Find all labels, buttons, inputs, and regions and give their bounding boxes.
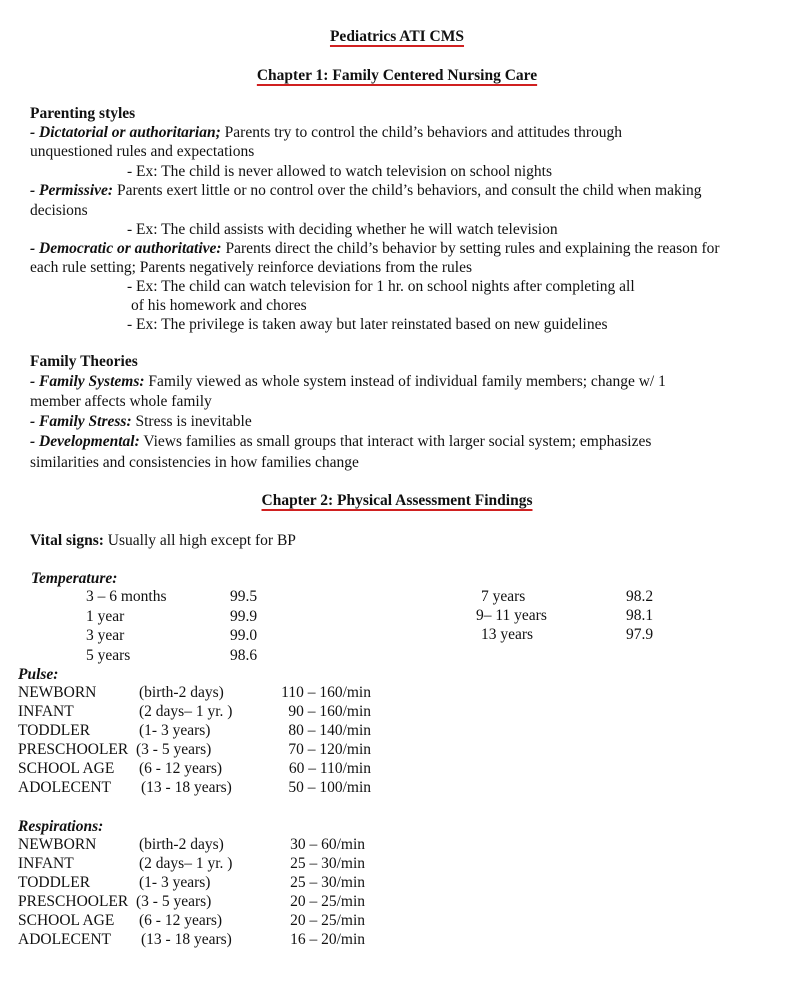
dictatorial-line-1: - Dictatorial or authoritarian; Parents try to control the child’s behaviors and attitudes through bbox=[30, 124, 622, 141]
democratic-example-1a: - Ex: The child can watch television for 1 hr. on school nights after completing all bbox=[127, 278, 635, 295]
pulse-age-group: NEWBORN bbox=[18, 684, 97, 701]
temperature-value: 99.0 bbox=[230, 627, 258, 644]
respirations-age-range: (3 - 5 years) bbox=[136, 893, 212, 910]
respirations-age-range: (1- 3 years) bbox=[139, 874, 211, 891]
vital-signs-line: Vital signs: Usually all high except for BP bbox=[30, 532, 296, 549]
pulse-age-range: (1- 3 years) bbox=[139, 722, 211, 739]
pulse-age-group: TODDLER bbox=[18, 722, 91, 739]
pulse-age-group: INFANT bbox=[18, 703, 74, 720]
page-title: Pediatrics ATI CMS bbox=[329, 28, 465, 45]
pulse-age-range: (6 - 12 years) bbox=[139, 760, 223, 777]
developmental-line-1: - Developmental: Views families as small groups that interact with larger social system; emphasizes bbox=[30, 433, 652, 450]
pulse-value: 90 – 160/min bbox=[288, 703, 371, 720]
permissive-line-2: decisions bbox=[30, 202, 88, 219]
pulse-value: 60 – 110/min bbox=[288, 760, 371, 777]
pulse-age-range: (birth-2 days) bbox=[139, 684, 224, 701]
pulse-age-group: ADOLECENT bbox=[18, 779, 111, 796]
permissive-example: - Ex: The child assists with deciding whether he will watch television bbox=[127, 221, 558, 238]
temperature-age: 3 year bbox=[86, 627, 125, 644]
pulse-age-range: (2 days– 1 yr. ) bbox=[139, 703, 233, 720]
pulse-value: 70 – 120/min bbox=[288, 741, 371, 758]
pulse-age-group: PRESCHOOLER bbox=[18, 741, 129, 758]
democratic-line-1: - Democratic or authoritative: Parents direct the child’s behavior by setting rules and explaining the reason for bbox=[30, 240, 720, 257]
democratic-line-2: each rule setting; Parents negatively reinforce deviations from the rules bbox=[30, 259, 473, 276]
democratic-example-2: - Ex: The privilege is taken away but later reinstated based on new guidelines bbox=[127, 316, 608, 333]
respirations-age-range: (6 - 12 years) bbox=[139, 912, 223, 929]
respirations-age-group: NEWBORN bbox=[18, 836, 97, 853]
family-theories-heading: Family Theories bbox=[30, 353, 138, 370]
respirations-value: 20 – 25/min bbox=[290, 912, 365, 929]
pulse-value: 80 – 140/min bbox=[288, 722, 371, 739]
temperature-value: 98.6 bbox=[230, 646, 258, 664]
permissive-line-1: - Permissive: Parents exert little or no control over the child’s behaviors, and consult the child when making bbox=[30, 182, 702, 199]
temperature-value: 97.9 bbox=[626, 626, 654, 643]
temperature-age: 5 years bbox=[86, 646, 131, 664]
respirations-age-group: PRESCHOOLER bbox=[18, 893, 129, 910]
respirations-age-group: ADOLECENT bbox=[18, 931, 111, 948]
dictatorial-line-2: unquestioned rules and expectations bbox=[30, 143, 255, 160]
respirations-value: 20 – 25/min bbox=[290, 893, 365, 910]
respirations-age-range: (13 - 18 years) bbox=[141, 931, 232, 948]
temperature-value: 98.2 bbox=[626, 588, 654, 605]
family-stress-line: - Family Stress: Stress is inevitable bbox=[30, 413, 252, 430]
respirations-age-group: INFANT bbox=[18, 855, 74, 872]
pulse-age-group: SCHOOL AGE bbox=[18, 760, 115, 777]
chapter-1-heading: Chapter 1: Family Centered Nursing Care bbox=[256, 67, 538, 84]
temperature-value: 99.9 bbox=[230, 607, 258, 625]
temperature-age: 7 years bbox=[481, 588, 526, 605]
respirations-age-range: (2 days– 1 yr. ) bbox=[139, 855, 233, 872]
temperature-value: 98.1 bbox=[626, 607, 654, 624]
temperature-value: 99.5 bbox=[230, 588, 258, 605]
temperature-age: 1 year bbox=[86, 607, 125, 625]
developmental-line-2: similarities and consistencies in how families change bbox=[30, 454, 359, 471]
pulse-heading: Pulse: bbox=[18, 666, 59, 683]
pulse-age-range: (3 - 5 years) bbox=[136, 741, 212, 758]
temperature-age: 9– 11 years bbox=[476, 607, 547, 624]
parenting-styles-heading: Parenting styles bbox=[30, 105, 136, 122]
dictatorial-example: - Ex: The child is never allowed to watch television on school nights bbox=[127, 163, 553, 180]
pulse-age-range: (13 - 18 years) bbox=[141, 779, 232, 796]
respirations-value: 25 – 30/min bbox=[290, 855, 365, 872]
temperature-heading: Temperature: bbox=[31, 570, 118, 587]
respirations-value: 25 – 30/min bbox=[290, 874, 365, 891]
pulse-value: 50 – 100/min bbox=[288, 779, 371, 796]
temperature-age: 13 years bbox=[481, 626, 534, 643]
family-systems-line-2: member affects whole family bbox=[30, 393, 212, 410]
temperature-age: 3 – 6 months bbox=[86, 588, 167, 605]
respirations-value: 16 – 20/min bbox=[290, 931, 365, 948]
pulse-value: 110 – 160/min bbox=[281, 684, 371, 701]
respirations-age-group: TODDLER bbox=[18, 874, 91, 891]
respirations-value: 30 – 60/min bbox=[290, 836, 365, 853]
respirations-heading: Respirations: bbox=[18, 818, 104, 835]
chapter-2-heading: Chapter 2: Physical Assessment Findings bbox=[261, 492, 533, 509]
respirations-age-group: SCHOOL AGE bbox=[18, 912, 115, 929]
family-systems-line-1: - Family Systems: Family viewed as whole system instead of individual family members; change w/ 1 bbox=[30, 373, 666, 390]
democratic-example-1b: of his homework and chores bbox=[131, 297, 307, 314]
respirations-age-range: (birth-2 days) bbox=[139, 836, 224, 853]
